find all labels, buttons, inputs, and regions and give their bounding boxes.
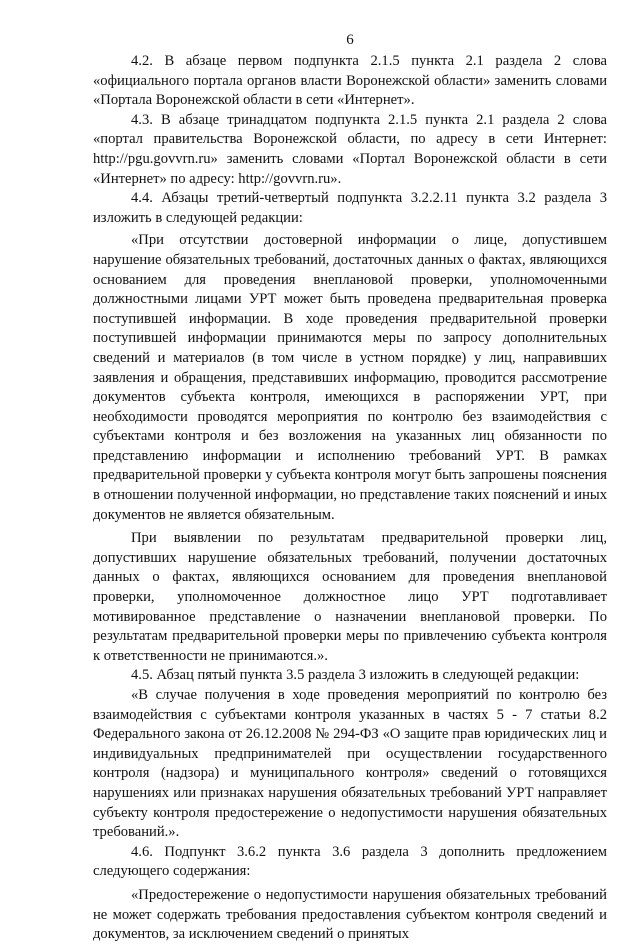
paragraph-4-4: 4.4. Абзацы третий-четвертый подпункта 3.2.2.11 пункта 3.2 раздела 3 изложить в следующей редакции: [93, 190, 607, 226]
paragraph-4-3: 4.3. В абзаце тринадцатом подпункта 2.1.5 пункта 2.1 раздела 2 слова «портал правительства Воронежской области, по адресу в сети Интернет: http://pgu.govvrn.ru» заменить словами «Портал Воронежской области в сети «Интернет» по адресу: http://govvrn.ru». [93, 111, 607, 187]
paragraph-4-2: 4.2. В абзаце первом подпункта 2.1.5 пункта 2.1 раздела 2 слова «официального портала органов власти Воронежской области» заменить словами «Портала Воронежской области в сети «Интернет». [93, 53, 607, 109]
page-number: 6 [346, 32, 354, 48]
paragraph-quote-warning-content: «Предостережение о недопустимости нарушения обязательных требований не может содержать требования предоставления субъектом контроля сведений и документов, за исключением сведений о принятых [93, 886, 607, 943]
paragraph-4-6: 4.6. Подпункт 3.6.2 пункта 3.6 раздела 3 дополнить предложением следующего содержания: [93, 843, 607, 880]
paragraph-quote-identification: При выявлении по результатам предварительной проверки лиц, допустивших нарушение обязательных требований, получении достаточных данных о фактах, являющихся основанием для проведения внеплановой проверки, уполномоченное должностное лицо УРТ подготавливает мотивированное представление о назначении внеплановой проверки. По результатам предварительной проверки меры по привлечению субъекта контроля к ответственности не принимаются.». [93, 530, 607, 664]
paragraph-4-5: 4.5. Абзац пятый пункта 3.5 раздела 3 изложить в следующей редакции: [131, 667, 580, 684]
paragraph-quote-preliminary-check: «При отсутствии достоверной информации о лице, допустившем нарушение обязательных требований, достаточных данных о фактах, являющихся основанием для проведения внеплановой проверки, уполномоченными должностными лицами УРТ может быть проведена предварительная проверка поступившей информации. В ходе проведения предварительной проверки поступившей информации принимаются меры по запросу дополнительных сведений и материалов (в том числе в устном порядке) у лиц, направивших заявления и обращения, представивших информацию, проводится рассмотрение документов субъекта контроля, имеющихся в распоряжении УРТ, при необходимости проводятся мероприятия по контролю без взаимодействия с субъектами контроля и без возложения на указанных лиц обязанности по представлению информации и исполнению требований УРТ. В рамках предварительной проверки у субъекта контроля могут быть запрошены пояснения в отношении полученной информации, но представление таких пояснений и иных документов не является обязательным. [93, 232, 607, 523]
paragraph-quote-warning: «В случае получения в ходе проведения мероприятий по контролю без взаимодействия с субъектами контроля указанных в частях 5 - 7 статьи 8.2 Федерального закона от 26.12.2008 № 294-ФЗ «О защите прав юридических лиц и индивидуальных предпринимателей при осуществлении государственного контроля (надзора) и муниципального контроля» сведений о готовящихся нарушениях или признаках нарушения обязательных требований УРТ направляет субъекту контроля предостережение о недопустимости нарушения обязательных требований.». [93, 687, 607, 841]
